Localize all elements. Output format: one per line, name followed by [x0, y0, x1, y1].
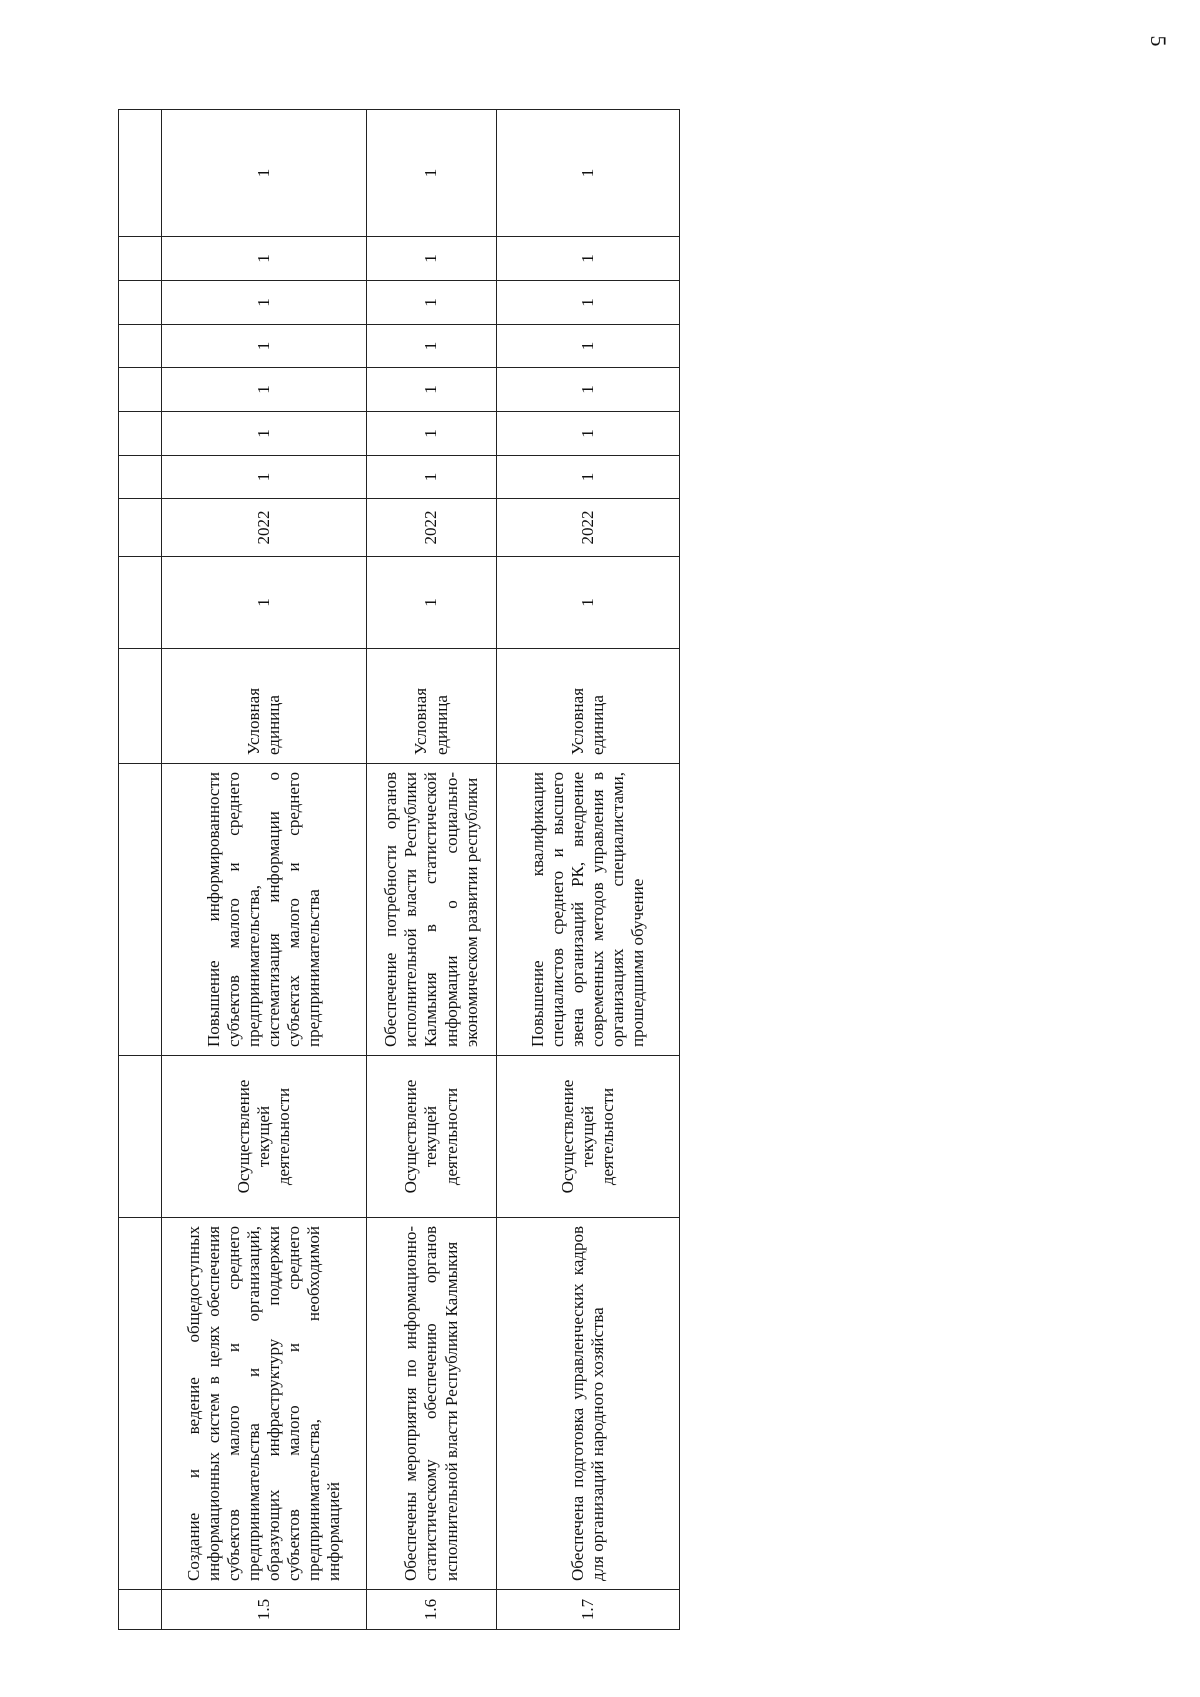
value-cell: 1	[162, 110, 367, 237]
table-cell	[119, 557, 162, 649]
event-cell: Создание и ведение общедоступных информационных систем в целях обеспечения субъектов малого и среднего предпринимательства и организаций, образующих инфраструктуру поддержки субъектов малого и среднего предпринимательства, необходимой информацией	[162, 1218, 367, 1590]
value-cell: 1	[367, 281, 497, 325]
table-cell	[119, 237, 162, 281]
table-row	[162, 110, 367, 1630]
unit-cell: Условная единица	[162, 649, 367, 764]
table-cell	[119, 764, 162, 1056]
value-cell: 1	[367, 368, 497, 412]
value-cell: 1	[162, 325, 367, 368]
value-cell: 1	[497, 110, 680, 237]
result-cell: Обеспечение потребности органов исполнительной власти Республики Калмыкия в статистической информации о социально-экономическом развитии республики	[367, 764, 497, 1056]
value-cell: 1	[367, 456, 497, 499]
table-row	[367, 110, 497, 1630]
result-cell: Повышение квалификации специалистов среднего и высшего звена организаций РК, внедрение современных методов управления в организациях специалистами, прошедшими обучение	[497, 764, 680, 1056]
table-wrapper	[118, 110, 678, 1630]
value-cell: 1	[497, 456, 680, 499]
table-cell	[119, 1056, 162, 1218]
value-cell: 1	[497, 412, 680, 456]
value-cell: 1	[367, 110, 497, 237]
form-cell: Осуществление текущей деятельности	[162, 1056, 367, 1218]
year-cell: 2022	[497, 499, 680, 557]
table-cell	[119, 1218, 162, 1590]
table-row	[497, 110, 680, 1630]
table-cell	[119, 456, 162, 499]
table-cell	[119, 649, 162, 764]
event-cell: Обеспечена подготовка управленческих кадров для организаций народного хозяйства	[497, 1218, 680, 1590]
value-cell: 1	[162, 237, 367, 281]
value-cell: 1	[497, 325, 680, 368]
base-value-cell: 1	[162, 557, 367, 649]
value-cell: 1	[497, 237, 680, 281]
measures-table	[118, 109, 680, 1630]
row-number: 1.7	[497, 1590, 680, 1630]
unit-cell: Условная единица	[367, 649, 497, 764]
value-cell: 1	[497, 368, 680, 412]
row-number: 1.6	[367, 1590, 497, 1630]
value-cell: 1	[162, 456, 367, 499]
value-cell: 1	[497, 281, 680, 325]
table-cell	[119, 412, 162, 456]
event-cell: Обеспечены мероприятия по информационно-статистическому обеспечению органов исполнительной власти Республики Калмыкия	[367, 1218, 497, 1590]
value-cell: 1	[367, 325, 497, 368]
table-cell	[119, 1590, 162, 1630]
value-cell: 1	[162, 281, 367, 325]
unit-cell: Условная единица	[497, 649, 680, 764]
table-cell	[119, 499, 162, 557]
table-cell	[119, 368, 162, 412]
table-row	[119, 110, 162, 1630]
table-cell	[119, 110, 162, 237]
value-cell: 1	[367, 237, 497, 281]
result-cell: Повышение информированности субъектов малого и среднего предпринимательства, систематизация информации о субъектах малого и среднего предпринимательства	[162, 764, 367, 1056]
value-cell: 1	[367, 412, 497, 456]
table-cell	[119, 281, 162, 325]
form-cell: Осуществление текущей деятельности	[497, 1056, 680, 1218]
table-cell	[119, 325, 162, 368]
value-cell: 1	[162, 368, 367, 412]
form-cell: Осуществление текущей деятельности	[367, 1056, 497, 1218]
value-cell: 1	[162, 412, 367, 456]
base-value-cell: 1	[497, 557, 680, 649]
year-cell: 2022	[367, 499, 497, 557]
base-value-cell: 1	[367, 557, 497, 649]
year-cell: 2022	[162, 499, 367, 557]
page-number: 5	[1146, 35, 1171, 47]
row-number: 1.5	[162, 1590, 367, 1630]
